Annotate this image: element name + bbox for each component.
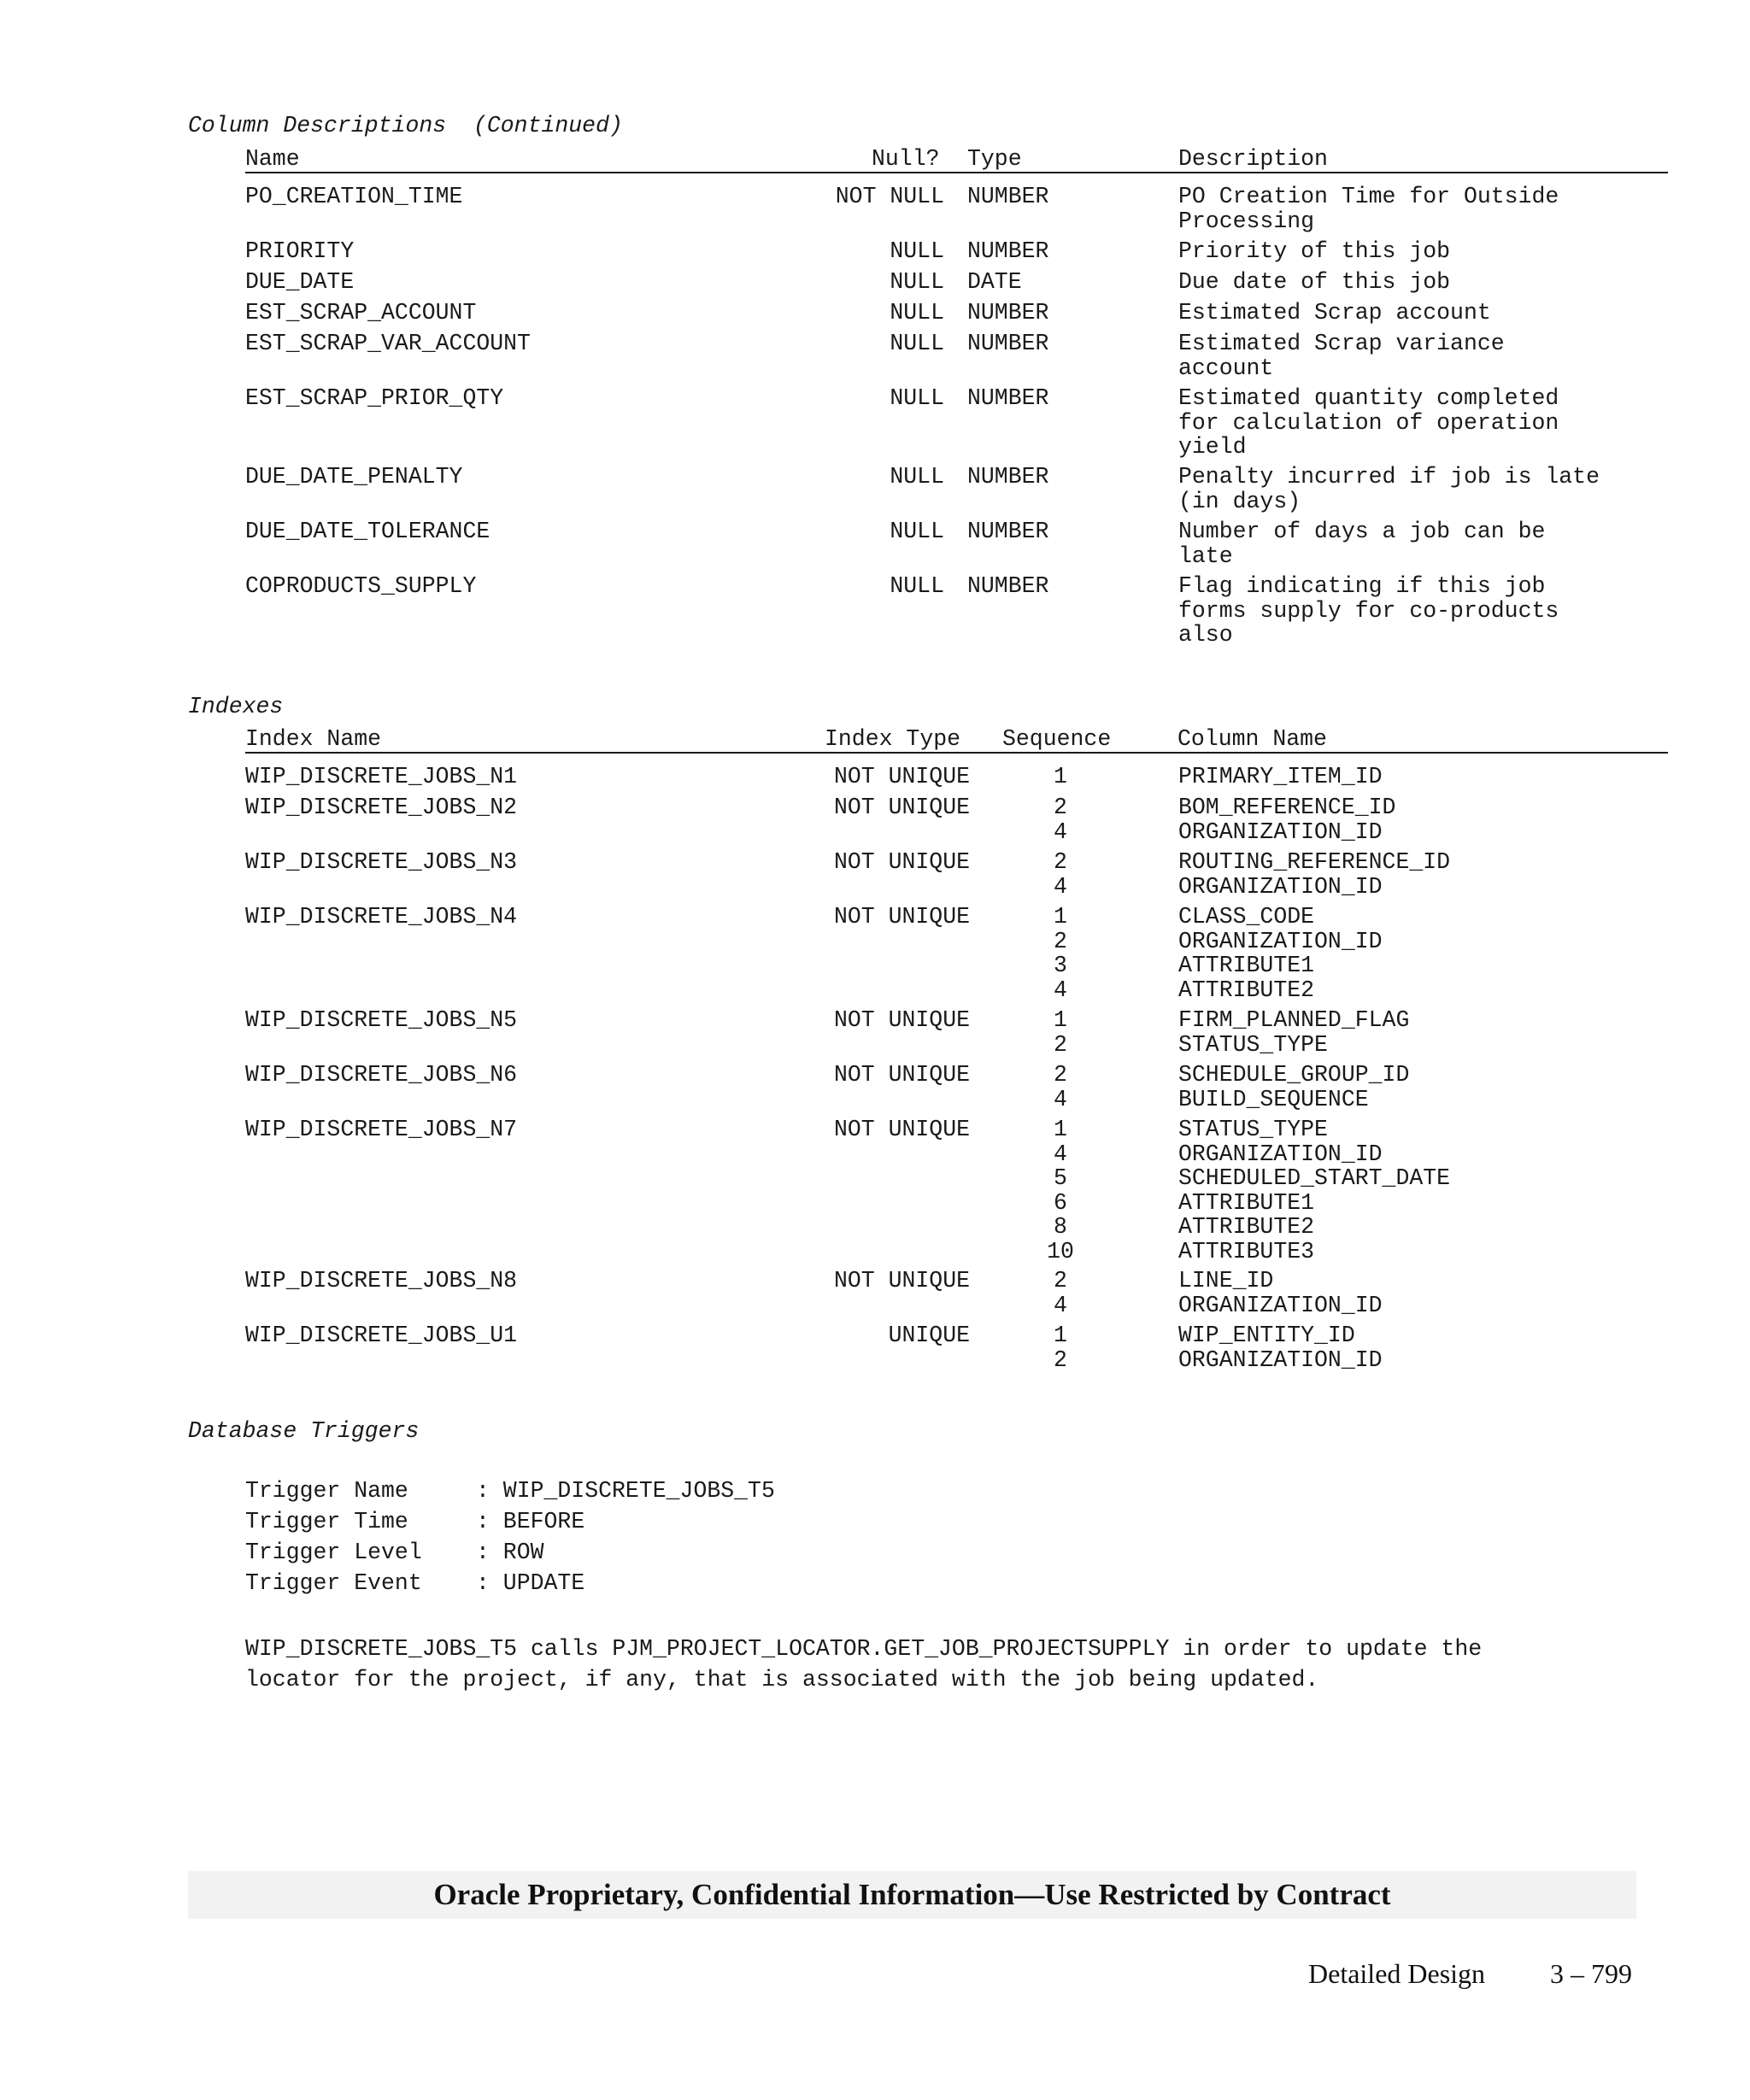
column-null-cell: NULL <box>890 238 944 264</box>
column-header-name: Name <box>245 146 300 172</box>
index-column-name-cell: PRIMARY_ITEM_ID <box>1178 764 1383 789</box>
column-type-cell: NUMBER <box>967 464 1049 490</box>
index-name-cell: WIP_DISCRETE_JOBS_N4 <box>245 904 518 930</box>
index-header-column-name: Column Name <box>1177 726 1327 752</box>
column-null-cell: NULL <box>890 269 944 295</box>
column-name-cell: PO_CREATION_TIME <box>245 184 463 209</box>
confidential-notice: Oracle Proprietary, Confidential Information––Use Restricted by Contract <box>433 1878 1391 1911</box>
section-name: Detailed Design <box>1308 1958 1486 1989</box>
column-header-rule <box>245 172 1668 173</box>
index-name-cell: WIP_DISCRETE_JOBS_N5 <box>245 1007 518 1033</box>
trigger-field-value: : ROW <box>476 1540 544 1565</box>
column-null-cell: NOT NULL <box>835 184 944 209</box>
column-name-cell: DUE_DATE_PENALTY <box>245 464 463 490</box>
column-name-cell: EST_SCRAP_ACCOUNT <box>245 300 477 326</box>
database-triggers-title: Database Triggers <box>188 1418 420 1444</box>
index-name-cell: WIP_DISCRETE_JOBS_N8 <box>245 1268 518 1293</box>
trigger-field-label: Trigger Event <box>245 1570 422 1596</box>
index-name-cell: WIP_DISCRETE_JOBS_U1 <box>245 1323 518 1348</box>
index-column-name-cell: CLASS_CODE ORGANIZATION_ID ATTRIBUTE1 ATTRIBUTE2 <box>1178 904 1383 1003</box>
column-name-cell: EST_SCRAP_PRIOR_QTY <box>245 385 504 411</box>
index-name-cell: WIP_DISCRETE_JOBS_N1 <box>245 764 518 789</box>
column-name-cell: COPRODUCTS_SUPPLY <box>245 573 477 599</box>
index-sequence-cell: 2 4 <box>1054 795 1067 845</box>
index-sequence-cell: 1 2 <box>1054 1323 1067 1373</box>
column-null-cell: NULL <box>890 385 944 411</box>
column-type-cell: NUMBER <box>967 519 1049 544</box>
column-type-cell: NUMBER <box>967 300 1049 326</box>
column-null-cell: NULL <box>890 331 944 356</box>
index-column-name-cell: FIRM_PLANNED_FLAG STATUS_TYPE <box>1178 1007 1410 1058</box>
column-null-cell: NULL <box>890 573 944 599</box>
index-sequence-cell: 1 4 5 6 8 10 <box>1047 1117 1074 1264</box>
index-header-type: Index Type <box>825 726 961 752</box>
column-descriptions-title: Column Descriptions (Continued) <box>188 113 623 138</box>
indexes-title: Indexes <box>188 694 284 719</box>
index-column-name-cell: ROUTING_REFERENCE_ID ORGANIZATION_ID <box>1178 849 1451 900</box>
index-type-cell: NOT UNIQUE <box>833 1117 970 1142</box>
index-type-cell: NOT UNIQUE <box>833 904 970 930</box>
column-null-cell: NULL <box>890 519 944 544</box>
page-number: 3 – 799 <box>1550 1958 1632 1989</box>
index-type-cell: NOT UNIQUE <box>833 849 970 875</box>
index-sequence-cell: 1 <box>1054 764 1067 789</box>
column-header-type: Type <box>967 146 1022 172</box>
index-type-cell: UNIQUE <box>888 1323 970 1348</box>
index-header-rule <box>245 752 1668 754</box>
index-type-cell: NOT UNIQUE <box>833 1062 970 1088</box>
index-name-cell: WIP_DISCRETE_JOBS_N7 <box>245 1117 518 1142</box>
index-sequence-cell: 1 2 3 4 <box>1054 904 1067 1003</box>
index-column-name-cell: BOM_REFERENCE_ID ORGANIZATION_ID <box>1178 795 1396 845</box>
column-name-cell: EST_SCRAP_VAR_ACCOUNT <box>245 331 531 356</box>
trigger-field-label: Trigger Name <box>245 1478 422 1504</box>
trigger-field-value: : WIP_DISCRETE_JOBS_T5 <box>476 1478 775 1504</box>
column-description-cell: Flag indicating if this job forms supply for co-products also <box>1178 573 1559 648</box>
trigger-field-label: Trigger Level <box>245 1540 422 1565</box>
index-sequence-cell: 2 4 <box>1054 1062 1067 1112</box>
column-null-cell: NULL <box>890 300 944 326</box>
index-sequence-cell: 2 4 <box>1054 1268 1067 1318</box>
column-description-cell: Number of days a job can be late <box>1178 519 1546 569</box>
index-sequence-cell: 2 4 <box>1054 849 1067 900</box>
index-type-cell: NOT UNIQUE <box>833 1268 970 1293</box>
column-type-cell: NUMBER <box>967 385 1049 411</box>
index-column-name-cell: SCHEDULE_GROUP_ID BUILD_SEQUENCE <box>1178 1062 1410 1112</box>
column-description-cell: Estimated Scrap account <box>1178 300 1491 326</box>
column-type-cell: NUMBER <box>967 238 1049 264</box>
column-type-cell: DATE <box>967 269 1022 295</box>
index-sequence-cell: 1 2 <box>1054 1007 1067 1058</box>
index-column-name-cell: STATUS_TYPE ORGANIZATION_ID SCHEDULED_START_DATE ATTRIBUTE1 ATTRIBUTE2 ATTRIBUTE3 <box>1178 1117 1451 1264</box>
index-name-cell: WIP_DISCRETE_JOBS_N6 <box>245 1062 518 1088</box>
column-description-cell: PO Creation Time for Outside Processing <box>1178 184 1559 234</box>
column-name-cell: DUE_DATE_TOLERANCE <box>245 519 490 544</box>
column-header-description: Description <box>1178 146 1328 172</box>
trigger-field-value: : BEFORE <box>476 1509 585 1534</box>
index-name-cell: WIP_DISCRETE_JOBS_N2 <box>245 795 518 820</box>
index-header-name: Index Name <box>245 726 382 752</box>
column-description-cell: Penalty incurred if job is late (in days) <box>1178 464 1600 514</box>
column-description-cell: Estimated quantity completed for calculation of operation yield <box>1178 385 1559 460</box>
index-column-name-cell: LINE_ID ORGANIZATION_ID <box>1178 1268 1383 1318</box>
column-header-null: Null? <box>872 146 940 172</box>
column-name-cell: DUE_DATE <box>245 269 355 295</box>
trigger-field-value: : UPDATE <box>476 1570 585 1596</box>
column-description-cell: Priority of this job <box>1178 238 1451 264</box>
trigger-field-label: Trigger Time <box>245 1509 422 1534</box>
index-column-name-cell: WIP_ENTITY_ID ORGANIZATION_ID <box>1178 1323 1383 1373</box>
index-type-cell: NOT UNIQUE <box>833 764 970 789</box>
column-type-cell: NUMBER <box>967 573 1049 599</box>
column-type-cell: NUMBER <box>967 184 1049 209</box>
column-description-cell: Estimated Scrap variance account <box>1178 331 1505 381</box>
column-type-cell: NUMBER <box>967 331 1049 356</box>
column-description-cell: Due date of this job <box>1178 269 1451 295</box>
column-null-cell: NULL <box>890 464 944 490</box>
column-name-cell: PRIORITY <box>245 238 355 264</box>
index-header-sequence: Sequence <box>1002 726 1112 752</box>
index-type-cell: NOT UNIQUE <box>833 795 970 820</box>
index-name-cell: WIP_DISCRETE_JOBS_N3 <box>245 849 518 875</box>
index-type-cell: NOT UNIQUE <box>833 1007 970 1033</box>
trigger-description: WIP_DISCRETE_JOBS_T5 calls PJM_PROJECT_LOCATOR.GET_JOB_PROJECTSUPPLY in order to update the locator for the project, if any, that is associated with the job being updated. <box>245 1636 1483 1692</box>
